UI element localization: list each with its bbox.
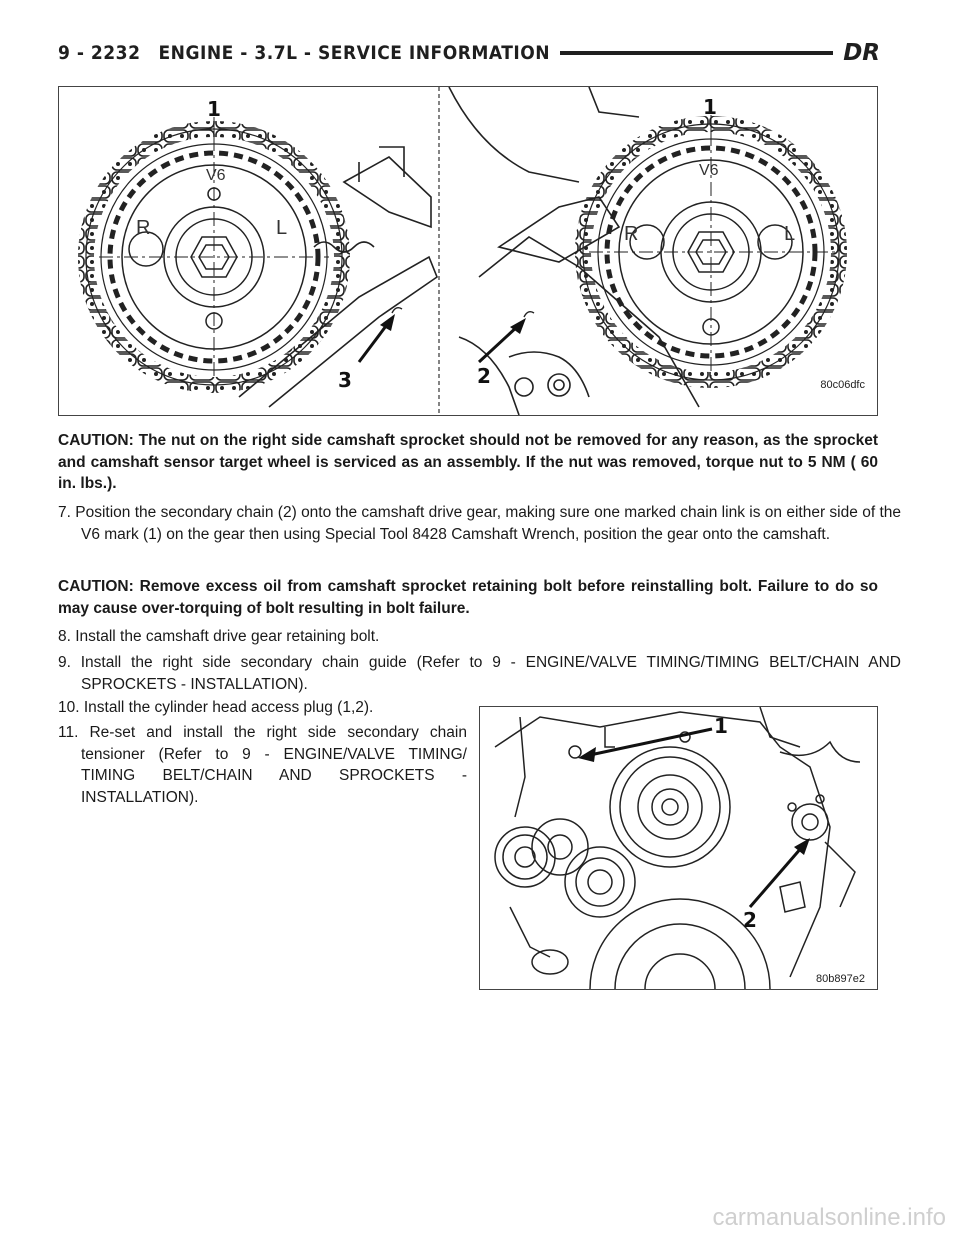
figure-code: 80c06dfc — [820, 379, 865, 391]
mark-r-left: R — [136, 217, 151, 239]
callout-3: 3 — [338, 368, 352, 392]
section-title: ENGINE - 3.7L - SERVICE INFORMATION — [158, 42, 551, 64]
step-11: 11. Re-set and install the right side secondary chain tensioner (Refer to 9 - ENGINE/VALVE TIMING/ TIMING BELT/CHAIN AND SPROCKETS - INSTALLATION). — [58, 724, 467, 806]
mark-l-right: L — [784, 223, 796, 245]
callout-1: 1 — [714, 714, 728, 738]
callout-2: 2 — [477, 364, 491, 388]
step-9: 9. Install the right side secondary chain guide (Refer to 9 - ENGINE/VALVE TIMING/TIMING BELT/CHAIN AND SPROCKETS - INSTALLATION). — [58, 654, 901, 693]
watermark: carmanualsonline.info — [712, 1204, 946, 1231]
step-8: 8. Install the camshaft drive gear retaining bolt. — [58, 628, 380, 645]
header-rule — [560, 51, 833, 55]
callout-1-left: 1 — [207, 97, 221, 121]
callout-1-right: 1 — [703, 95, 717, 119]
mark-v6-right: V6 — [699, 162, 719, 179]
mark-r-right: R — [624, 223, 639, 245]
figure-access-plug-drawing — [480, 707, 877, 989]
caution-nut: CAUTION: The nut on the right side camshaft sprocket should not be removed for any reason, as the sprocket and camshaft sensor target wheel is serviced as an assembly. If the nut was removed, torque nut to 5 NM ( 60 in. lbs.). — [58, 432, 878, 492]
callout-2: 2 — [743, 908, 757, 932]
figure-camshaft-sprockets — [58, 86, 878, 416]
step-7: 7. Position the secondary chain (2) onto the camshaft drive gear, making sure one marked chain link is on either side of the V6 mark (1) on the gear then using Special Tool 8428 Camshaft Wrench, position the gear onto the camshaft. — [58, 504, 901, 543]
caution-bolt: CAUTION: Remove excess oil from camshaft sprocket retaining bolt before reinstalling bolt. Failure to do so may cause over-torquing of bolt resulting in bolt failure. — [58, 578, 878, 617]
mark-v6-left: V6 — [206, 167, 226, 184]
brand-mark: DR — [843, 40, 880, 66]
step-10: 10. Install the cylinder head access plug (1,2). — [58, 699, 374, 716]
page-number: 9 - 2232 — [58, 42, 141, 64]
figure-camshaft-sprockets-drawing — [59, 87, 877, 415]
figure-code: 80b897e2 — [816, 973, 865, 985]
figure-access-plug — [479, 706, 878, 990]
mark-l-left: L — [276, 217, 288, 239]
page-header — [58, 36, 880, 70]
